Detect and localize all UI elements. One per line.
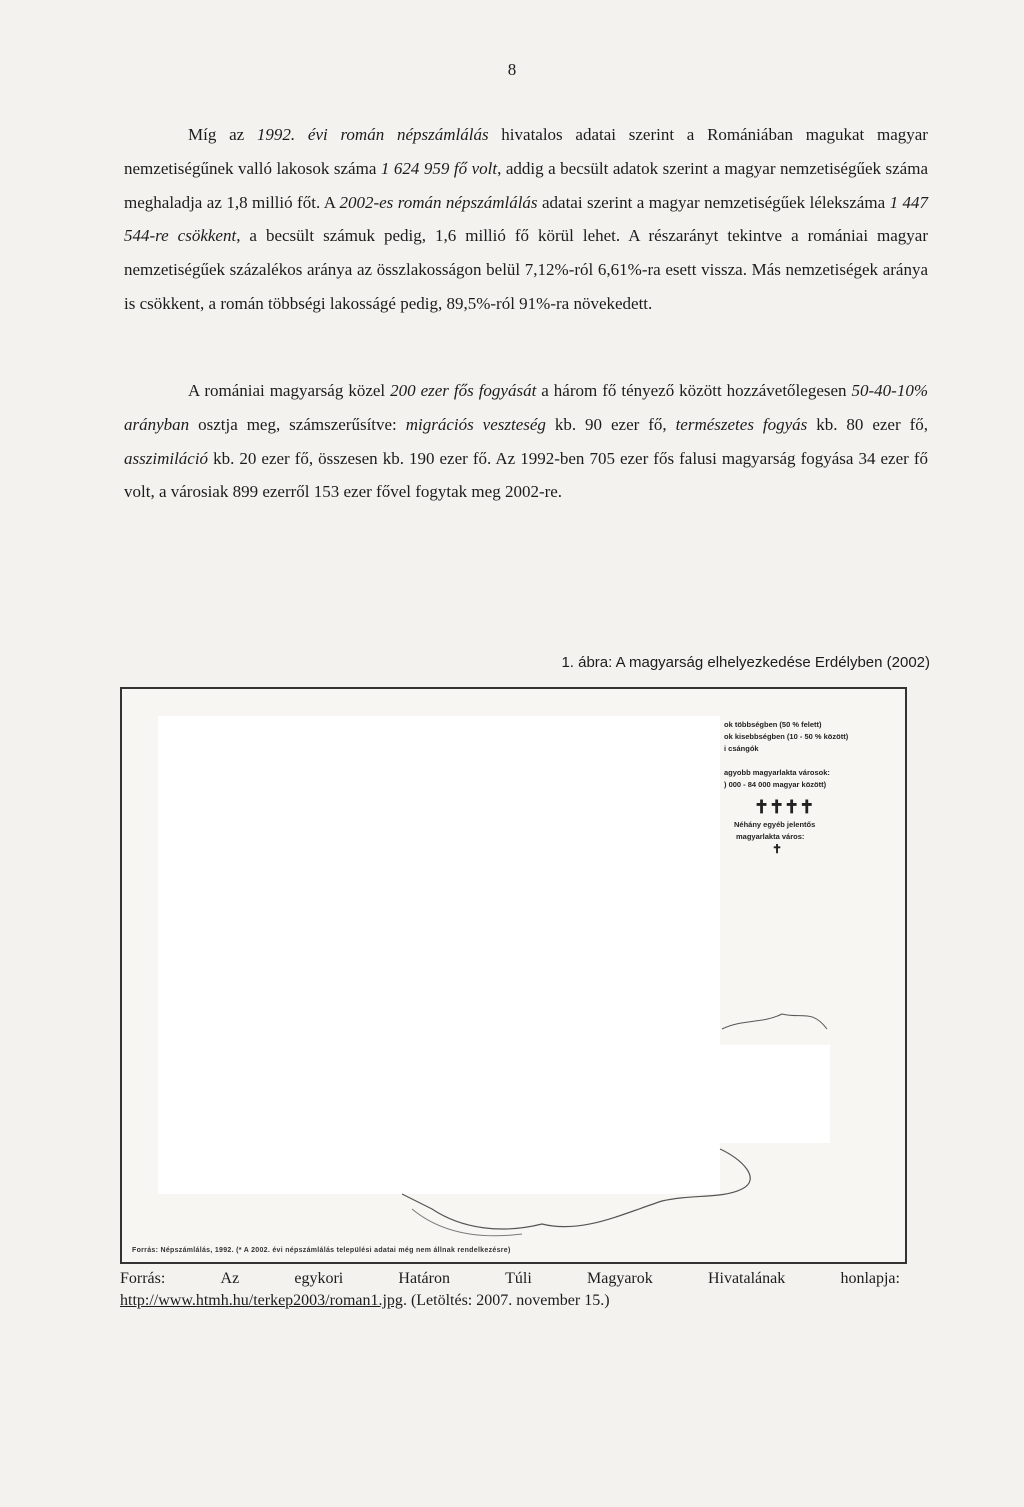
paragraph2-run: migrációs veszteség xyxy=(405,414,546,434)
paragraph2-run: a három fő tényező között hozzávetőlegesen xyxy=(536,381,852,400)
paragraph-2 xyxy=(124,374,928,509)
figure-source: Forrás: Népszámlálás, 1992. (* A 2002. évi népszámlálás települési adatai még nem állnak rendelkezésre) xyxy=(132,1247,511,1254)
paragraph1-run: adatai szerint a magyar nemzetiségűek lélekszáma xyxy=(537,192,890,212)
paragraph1-run: hivatalos adatai szerint a Romániában magukat magyar nemzetiségűnek valló lakosok száma xyxy=(124,125,928,178)
legend-other-cities-2: magyarlakta város: xyxy=(736,832,805,841)
city-marker-icon: ✝✝✝✝ xyxy=(754,797,815,817)
source-label: Forrás: xyxy=(120,1270,166,1287)
small-city-marker-icon: ✝ xyxy=(772,842,783,856)
source-citation xyxy=(120,1268,900,1312)
paragraph1-run: 1 447 544-re csökkent xyxy=(124,192,928,246)
source-word: Hivatalának xyxy=(707,1270,786,1287)
paragraph2-run: természetes fogyás xyxy=(675,414,808,434)
paragraph2-run: A romániai magyarság közel xyxy=(188,381,391,400)
source-word: honlapja: xyxy=(840,1270,900,1287)
paragraph2-run: 200 ezer fős fogyását xyxy=(390,381,537,400)
paragraph1-run: 1992. évi román népszámlálás xyxy=(256,125,489,144)
legend-minority: ok kisebbségben (10 - 50 % között) xyxy=(724,732,849,741)
source-line-2 xyxy=(120,1290,900,1312)
page-number: 8 xyxy=(507,60,517,79)
source-word: Határon xyxy=(398,1270,450,1287)
legend-csango: i csángók xyxy=(724,744,759,753)
figure-caption: 1. ábra: A magyarság elhelyezkedése Erdélyben (2002) xyxy=(561,654,930,671)
paragraph2-run: kb. 20 ezer fő, összesen kb. 190 ezer fő. Az 1992-ben 705 ezer fős falusi magyarság fogyása 34 ezer fő volt, a városiak 899 ezerről 153 ezer fővel fogytak meg 2002-re. xyxy=(124,448,928,502)
paragraph1-run: , addig a becsült adatok szerint a magyar nemzetiségűek száma meghaladja az 1,8 millió főt. A xyxy=(124,158,928,212)
source-word: egykori xyxy=(294,1270,344,1287)
source-word: Magyarok xyxy=(587,1270,653,1287)
legend-cities-heading: agyobb magyarlakta városok: xyxy=(724,768,830,777)
paragraph2-run: osztja meg, számszerűsítve: xyxy=(189,414,406,434)
paragraph2-run: asszimiláció xyxy=(124,448,209,468)
paragraph1-run: , a becsült számuk pedig, 1,6 millió fő körül lehet. A részarányt tekintve a romániai magyar nemzetiségűek százalékos aránya az összlakosságon belül 7,12%-ról 6,61%-ra esett vissza. Más nemzetiségek aránya is csökkent, a román többségi lakosságé pedig, 89,5%-ról 91%-ra növekedett. xyxy=(124,226,928,313)
source-retrieved: . (Letöltés: 2007. november 15.) xyxy=(402,1292,610,1309)
paragraph2-run: kb. 80 ezer fő, xyxy=(807,414,928,434)
source-line-1 xyxy=(120,1268,900,1290)
paragraph2-run: 50-40-10% arányban xyxy=(124,381,928,434)
map-figure xyxy=(120,687,907,1264)
map-legend xyxy=(724,719,904,855)
legend-other-cities: Néhány egyéb jelentős xyxy=(734,820,816,829)
legend-majority: ok többségben (50 % felett) xyxy=(724,720,822,729)
paragraph1-run: 2002-es román népszámlálás xyxy=(339,192,538,212)
source-word: Az xyxy=(220,1270,240,1287)
paragraph1-run: Míg az xyxy=(188,125,257,144)
legend-cities-range: ) 000 - 84 000 magyar között) xyxy=(724,780,827,789)
paragraph-1 xyxy=(124,118,928,321)
paragraph2-run: kb. 90 ezer fő, xyxy=(545,414,676,434)
source-link[interactable]: http://www.htmh.hu/terkep2003/roman1.jpg xyxy=(120,1292,403,1309)
source-word: Túli xyxy=(505,1270,532,1287)
paragraph1-run: 1 624 959 fő volt xyxy=(380,158,498,178)
